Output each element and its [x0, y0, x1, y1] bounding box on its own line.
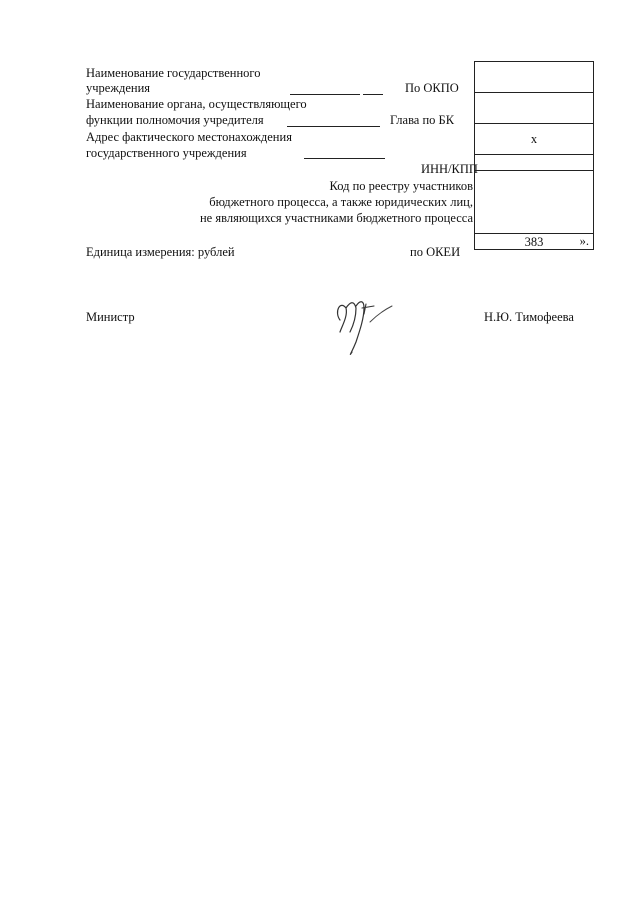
- okpo-label: По ОКПО: [405, 81, 459, 95]
- institution-label-2: учреждения: [86, 81, 151, 95]
- bk-label: Глава по БК: [390, 113, 455, 127]
- signatory-name: Н.Ю. Тимофеева: [484, 310, 574, 324]
- okei-value: 383: [524, 234, 544, 249]
- inn-label: ИНН/КПП: [421, 162, 478, 176]
- institution-label-1: Наименование государственного: [86, 66, 261, 80]
- registry-label-3: не являющихся участниками бюджетного процесса: [199, 211, 473, 225]
- registry-cell: [475, 171, 594, 234]
- registry-label-1: Код по реестру участников: [329, 179, 473, 193]
- inn-cell: [475, 155, 594, 171]
- handwritten-signature: [330, 292, 410, 362]
- bk-cell: [475, 93, 594, 124]
- address-label-1: Адрес фактического местонахождения: [86, 130, 292, 144]
- unit-label: Единица измерения: рублей: [86, 245, 235, 259]
- codes-table: [474, 61, 594, 250]
- okei-label: по ОКЕИ: [410, 245, 461, 259]
- signatory-position: Министр: [86, 310, 135, 324]
- address-label-2: государственного учреждения: [86, 146, 247, 160]
- okei-suffix: ».: [579, 234, 589, 248]
- okpo-cell: [475, 62, 594, 93]
- okei-cell: [475, 234, 594, 250]
- institution-underline-short: [363, 94, 383, 95]
- organ-label-1: Наименование органа, осуществляющего: [86, 97, 307, 111]
- registry-label-2: бюджетного процесса, а также юридических лиц,: [209, 195, 473, 209]
- organ-underline: [287, 126, 380, 127]
- address-underline: [304, 158, 385, 159]
- address-cell: x: [475, 124, 594, 155]
- institution-underline: [290, 94, 360, 95]
- organ-label-2: функции полномочия учредителя: [86, 113, 264, 127]
